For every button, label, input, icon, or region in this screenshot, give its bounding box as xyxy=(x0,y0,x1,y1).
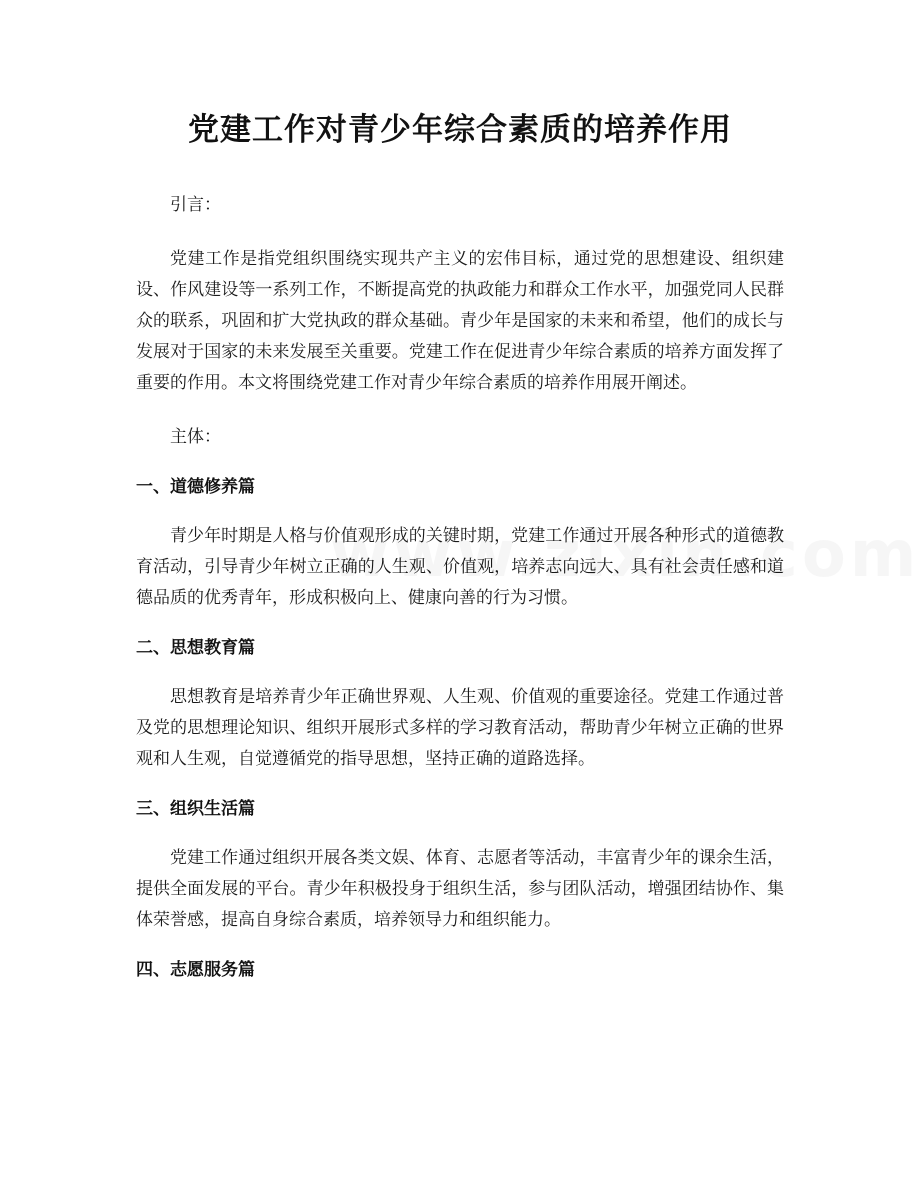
section-heading-organization: 三、组织生活篇 xyxy=(136,799,255,819)
section-heading-moral: 一、道德修养篇 xyxy=(136,477,255,497)
document-title: 党建工作对青少年综合素质的培养作用 xyxy=(188,112,732,148)
section-heading-volunteer: 四、志愿服务篇 xyxy=(136,960,255,980)
section-body-thought: 思想教育是培养青少年正确世界观、人生观、价值观的重要途径。党建工作通过普及党的思想理论知识、组织开展形式多样的学习教育活动，帮助青少年树立正确的世界观和人生观，自觉遵循党的指导思想，坚持正确的道路选择。 xyxy=(136,687,784,769)
intro-label: 引言： xyxy=(170,195,221,215)
intro-paragraph: 党建工作是指党组织围绕实现共产主义的宏伟目标，通过党的思想建设、组织建设、作风建设等一系列工作，不断提高党的执政能力和群众工作水平，加强党同人民群众的联系，巩固和扩大党执政的群众基础。青少年是国家的未来和希望，他们的成长与发展对于国家的未来发展至关重要。党建工作在促进青少年综合素质的培养方面发挥了重要的作用。本文将围绕党建工作对青少年综合素质的培养作用展开阐述。 xyxy=(136,249,784,393)
section-body-moral: 青少年时期是人格与价值观形成的关键时期，党建工作通过开展各种形式的道德教育活动，引导青少年树立正确的人生观、价值观，培养志向远大、具有社会责任感和道德品质的优秀青年，形成积极向上、健康向善的行为习惯。 xyxy=(136,526,784,608)
main-label: 主体： xyxy=(170,427,221,447)
section-heading-thought: 二、思想教育篇 xyxy=(136,638,255,658)
section-body-organization: 党建工作通过组织开展各类文娱、体育、志愿者等活动，丰富青少年的课余生活，提供全面发展的平台。青少年积极投身于组织生活，参与团队活动，增强团结协作、集体荣誉感，提高自身综合素质，培养领导力和组织能力。 xyxy=(136,848,784,930)
